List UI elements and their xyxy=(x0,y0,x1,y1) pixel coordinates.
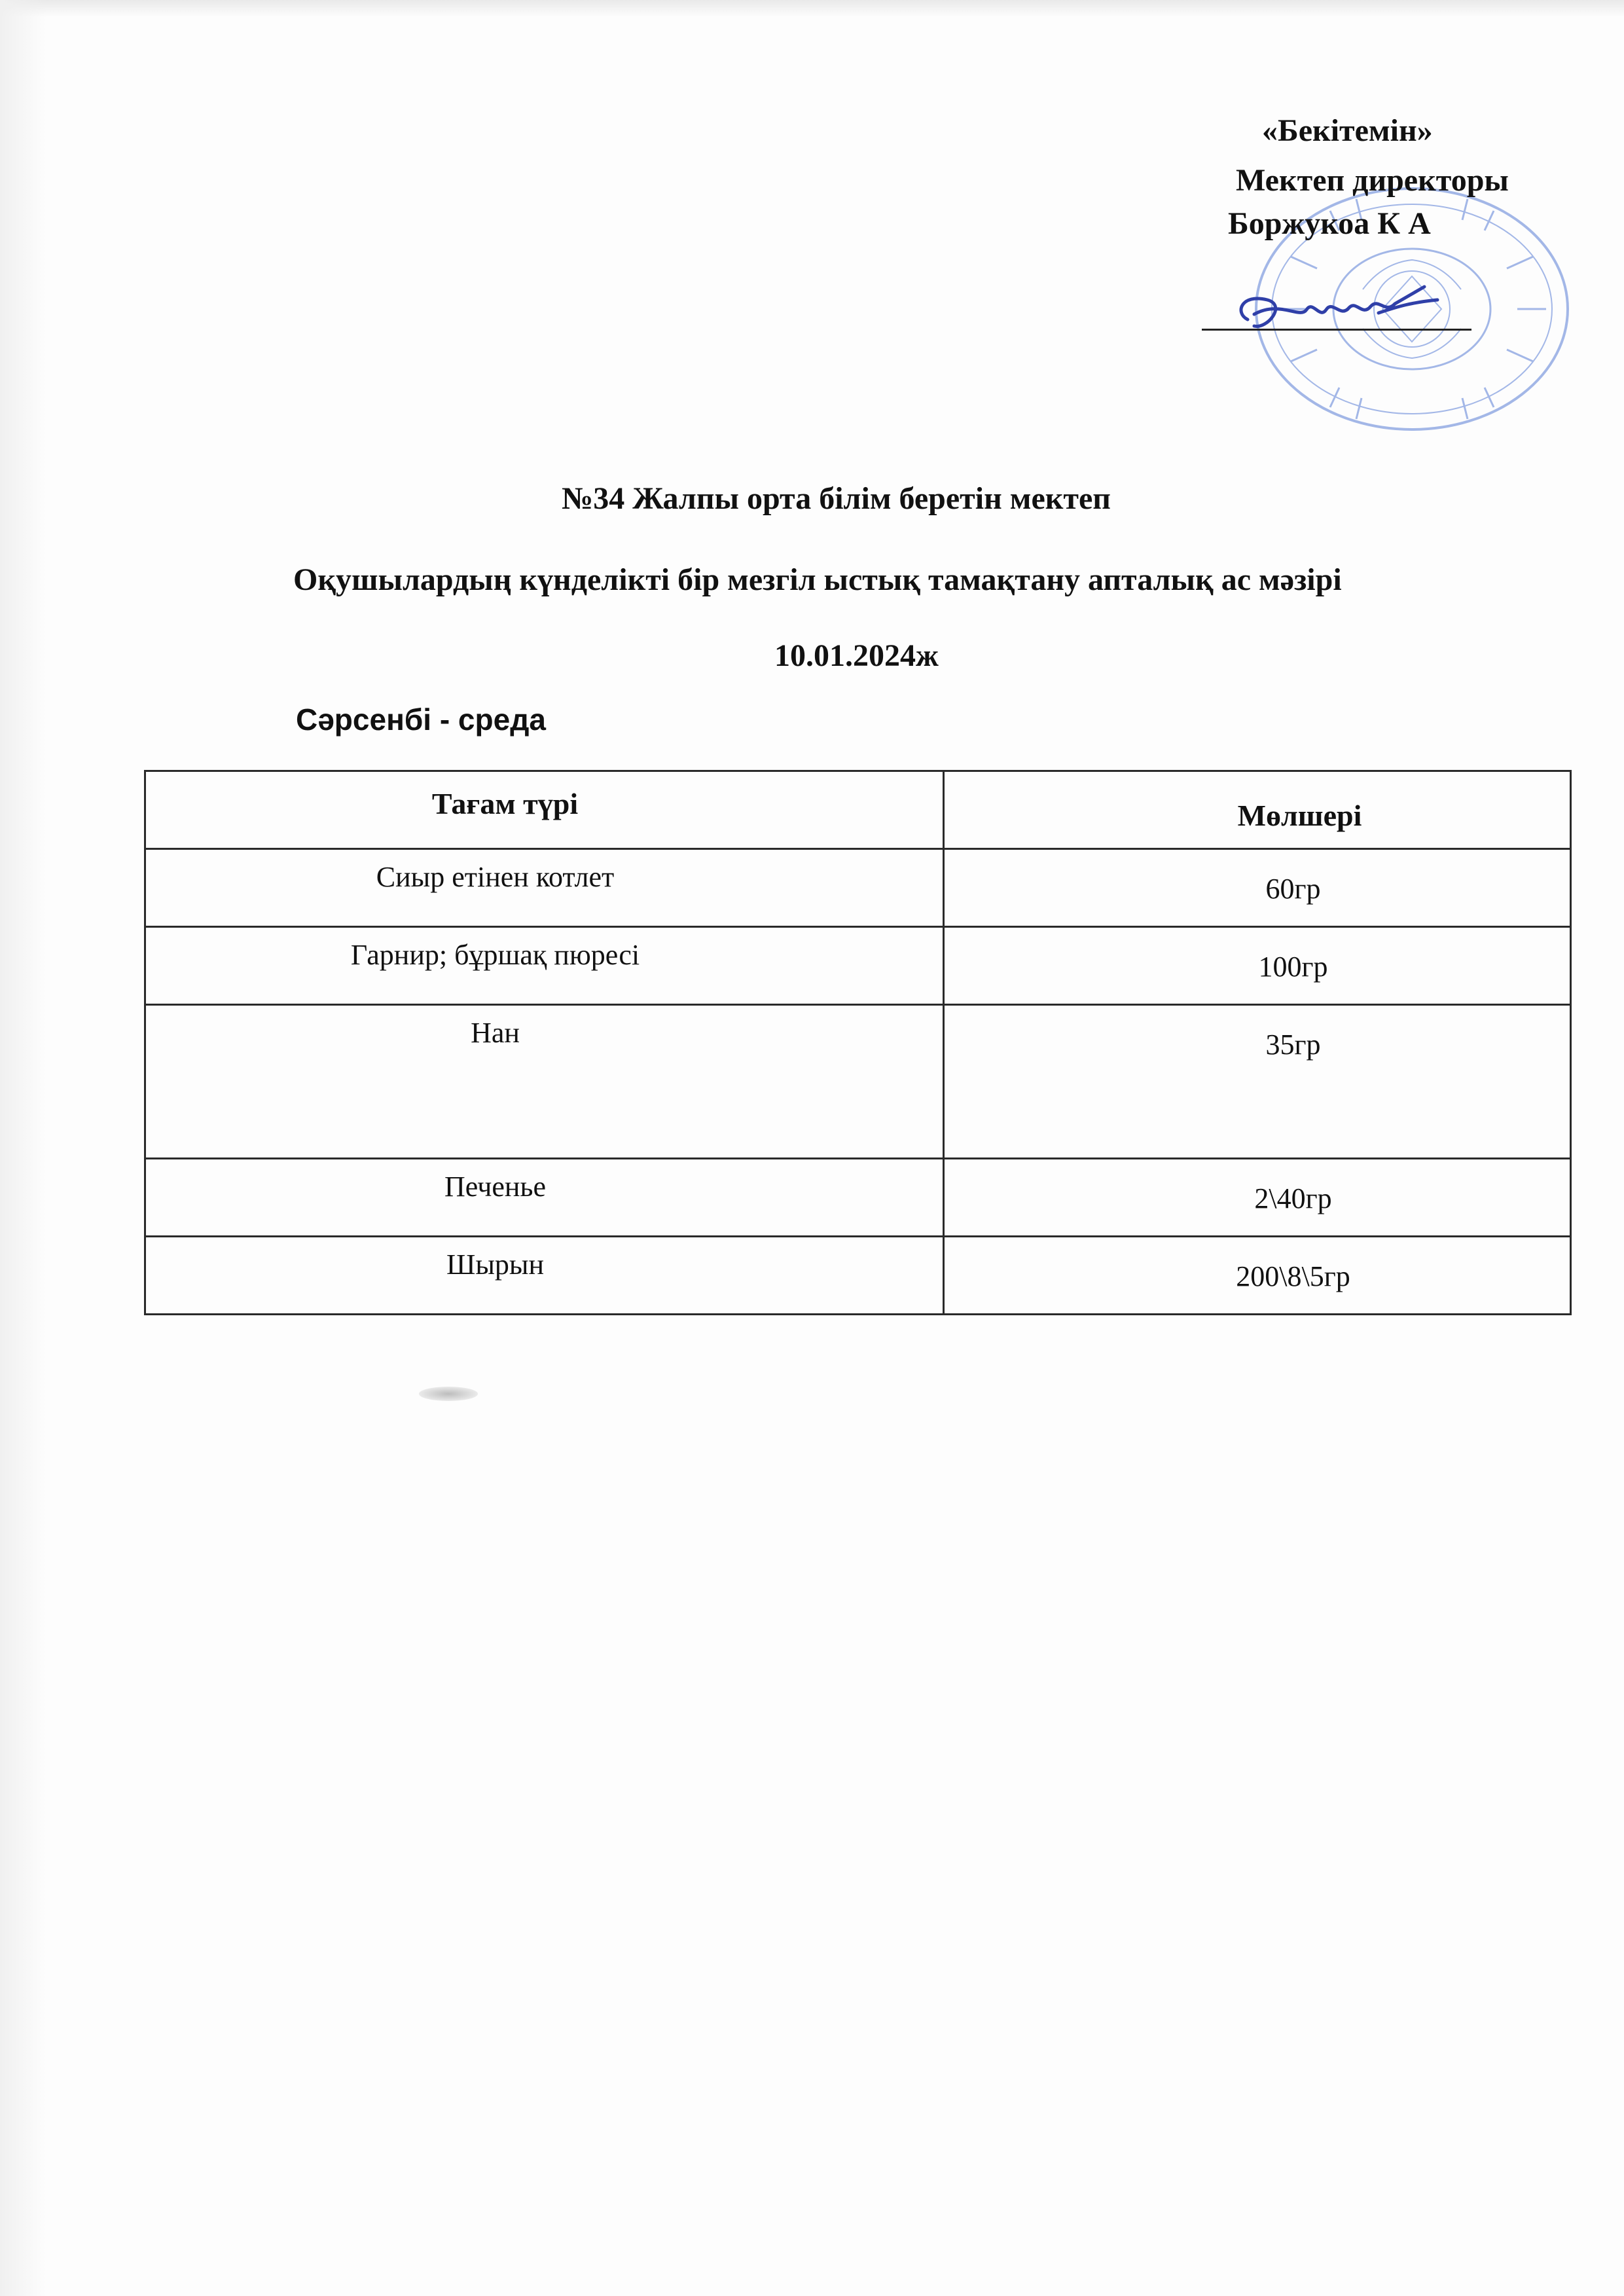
dish-name: Сиыр етінен котлет xyxy=(376,861,615,893)
dish-amount: 60гр xyxy=(1265,873,1321,905)
dish-name: Шырын xyxy=(446,1248,545,1281)
dish-amount: 100гр xyxy=(1258,951,1328,983)
school-name: №34 Жалпы орта білім беретін мектеп xyxy=(562,481,1111,516)
dish-cell xyxy=(145,1237,944,1315)
amount-cell xyxy=(944,1237,1571,1315)
approval-name: Боржукоа К А xyxy=(1228,206,1431,241)
dish-name: Гарнир; бұршақ пюресі xyxy=(350,939,640,971)
amount-cell xyxy=(944,849,1571,927)
column-header-amount-label: Мөлшері xyxy=(1237,799,1362,832)
table-row xyxy=(145,1237,1571,1315)
table-row xyxy=(145,1005,1571,1159)
amount-cell xyxy=(944,1005,1571,1159)
amount-cell xyxy=(944,1159,1571,1237)
approval-title: «Бекітемін» xyxy=(1262,113,1433,148)
column-header-dish xyxy=(145,771,944,849)
dish-cell xyxy=(145,1159,944,1237)
scan-edge-left xyxy=(0,0,46,2296)
table-row xyxy=(145,849,1571,927)
menu-table xyxy=(144,770,1572,1315)
menu-title: Оқушылардың күнделікті бір мезгіл ыстық тамақтану апталық ас мәзірі xyxy=(293,562,1342,597)
menu-date: 10.01.2024ж xyxy=(774,638,939,673)
dish-name: Нан xyxy=(471,1017,520,1049)
scan-edge-top xyxy=(0,0,1624,17)
dish-amount: 35гр xyxy=(1265,1029,1321,1061)
signature-line xyxy=(1202,329,1471,331)
dish-cell xyxy=(145,927,944,1005)
approval-role: Мектеп директоры xyxy=(1236,163,1509,198)
table-header-row xyxy=(145,771,1571,849)
table-row xyxy=(145,1159,1571,1237)
table-row xyxy=(145,927,1571,1005)
column-header-dish-label: Тағам түрі xyxy=(431,787,579,820)
weekday-label: Сәрсенбі - среда xyxy=(296,702,546,737)
dish-cell xyxy=(145,1005,944,1159)
dish-cell xyxy=(145,849,944,927)
dish-amount: 200\8\5гр xyxy=(1236,1260,1350,1292)
column-header-amount xyxy=(944,771,1571,849)
dish-name: Печенье xyxy=(444,1171,546,1203)
dish-amount: 2\40гр xyxy=(1254,1182,1332,1214)
scan-smudge xyxy=(419,1387,478,1401)
amount-cell xyxy=(944,927,1571,1005)
